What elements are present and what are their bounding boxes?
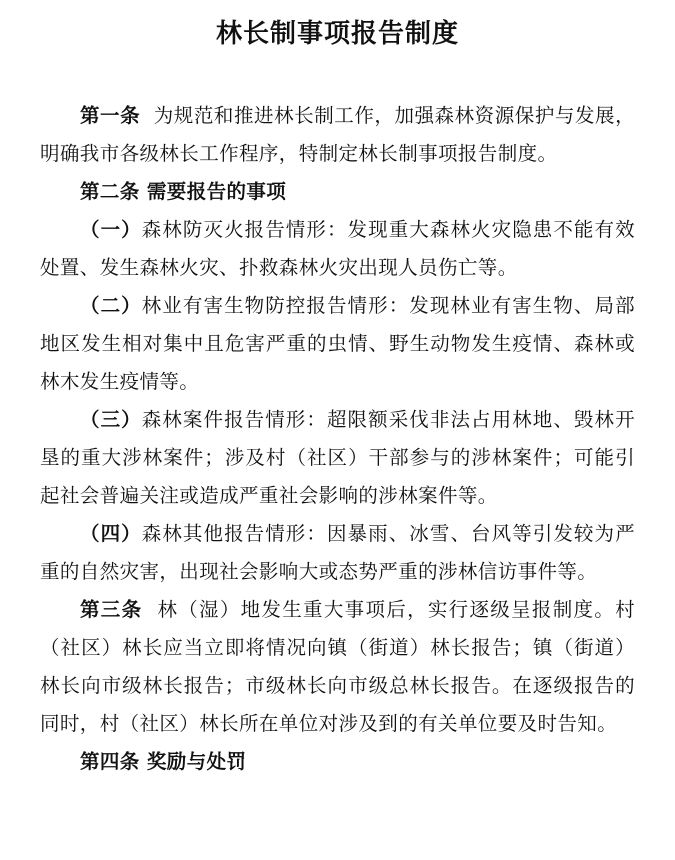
article-3-text: 林（湿）地发生重大事项后，实行逐级呈报制度。村（社区）林长应当立即将情况向镇（街道）林长报告；镇（街道）林长向市级林长报告；市级林长向市级总林长报告。在逐级报告的同时，村（社区）林长所在单位对涉及到的有关单位要及时告知。 — [40, 598, 636, 735]
item-3-label: （三） — [80, 408, 142, 431]
article-2-item-2 — [40, 287, 635, 401]
article-1 — [40, 97, 635, 173]
article-1-label: 第一条 — [80, 104, 141, 127]
item-2-label: （二） — [80, 294, 142, 317]
item-4-text: 森林其他报告情形：因暴雨、冰雪、台风等引发较为严重的自然灾害，出现社会影响大或态势严重的涉林信访事件等。 — [40, 522, 635, 583]
article-3 — [40, 591, 635, 743]
article-4-heading: 第四条 奖励与处罚 — [80, 750, 247, 773]
article-2-item-4 — [40, 515, 635, 591]
article-3-label: 第三条 — [80, 598, 143, 621]
item-1-label: （一） — [80, 218, 142, 241]
article-2-item-1 — [40, 211, 635, 287]
article-2-heading: 第二条 需要报告的事项 — [80, 180, 287, 203]
item-2-text: 林业有害生物防控报告情形：发现林业有害生物、局部地区发生相对集中且危害严重的虫情、野生动物发生疫情、森林或林木发生疫情等。 — [40, 294, 635, 393]
item-1-text: 森林防灭火报告情形：发现重大森林火灾隐患不能有效处置、发生森林火灾、扑救森林火灾出现人员伤亡等。 — [40, 218, 635, 279]
document-page — [40, 14, 635, 781]
document-title: 林长制事项报告制度 — [215, 19, 459, 49]
article-1-text: 为规范和推进林长制工作，加强森林资源保护与发展，明确我市各级林长工作程序，特制定林长制事项报告制度。 — [40, 104, 636, 165]
item-4-label: （四） — [80, 522, 142, 545]
article-2-item-3 — [40, 401, 635, 515]
item-3-text: 森林案件报告情形：超限额采伐非法占用林地、毁林开垦的重大涉林案件；涉及村（社区）干部参与的涉林案件；可能引起社会普遍关注或造成严重社会影响的涉林案件等。 — [40, 408, 635, 507]
